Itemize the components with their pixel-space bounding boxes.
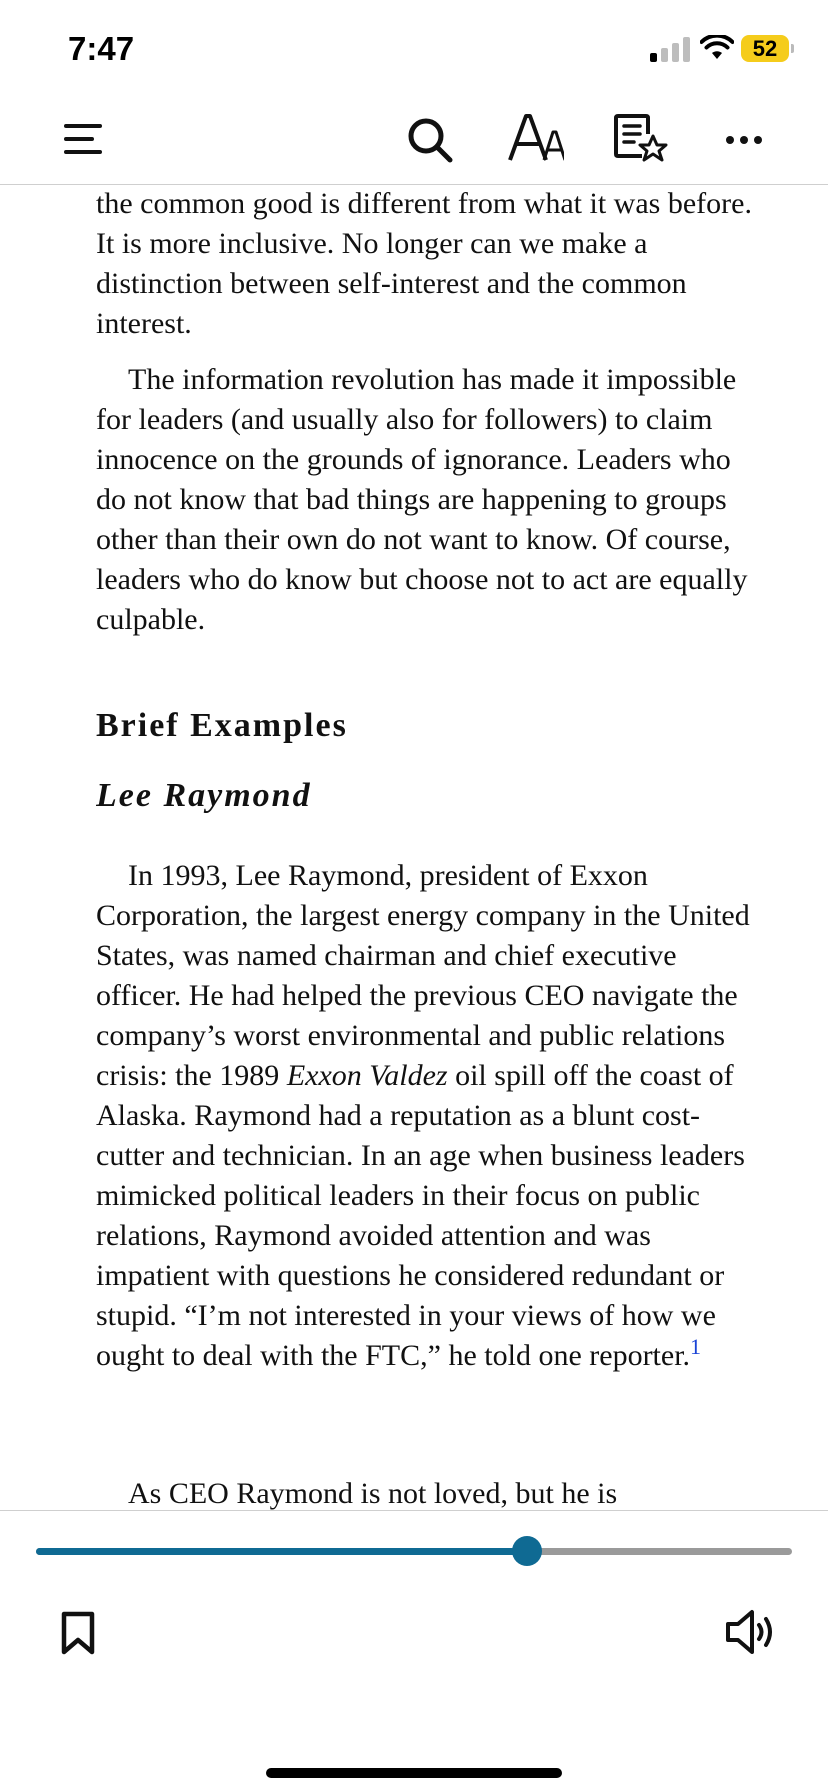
paragraph-continued: the common good is different from what it was before. It is more inclusive. No longer can we make a distinction between self-interest and the common interest. — [96, 187, 752, 340]
paragraph-text: oil spill off the coast of Alaska. Raymond had a reputation as a blunt cost-cutter and technician. In an age when business leaders mimicked political leaders in their focus on public relations, Raymond avoided attention and was impatient with questions he considered redundant or stupid. “I’m not interested in your views of how we ought to deal with the FTC,” he told one reporter. — [96, 1059, 745, 1372]
home-indicator[interactable] — [266, 1768, 562, 1778]
subsection-heading: Lee Raymond — [96, 777, 312, 814]
bookmark-icon[interactable] — [60, 1610, 96, 1656]
paragraph-text: In 1993, Lee Raymond, president of Exxon Corporation, the largest energy company in the United States, was named chairman and chief executive officer. He had helped the previous CEO navigate the company’s worst environmental and public relations crisis: the 1989 — [96, 859, 750, 1092]
divider — [0, 1510, 828, 1511]
speaker-icon[interactable] — [724, 1608, 776, 1656]
battery-indicator — [741, 35, 789, 62]
status-time: 7:47 — [68, 30, 135, 67]
search-icon[interactable] — [406, 116, 454, 164]
battery-cap — [791, 44, 794, 53]
section-heading: Brief Examples — [96, 707, 348, 744]
battery-level: 52 — [752, 36, 778, 61]
status-bar — [0, 0, 828, 100]
wifi-icon — [700, 35, 734, 61]
progress-fill — [36, 1548, 527, 1555]
paragraph: The information revolution has made it impossible for leaders (and usually also for followers) to claim innocence on the grounds of ignorance. Leaders who do not know that bad things are happening to groups other than their own do not want to know. Of course, leaders who do know but choose not to act are equally culpable. — [96, 363, 748, 636]
notes-icon[interactable] — [612, 112, 668, 168]
reader-toolbar — [0, 100, 828, 185]
reading-progress-slider[interactable] — [36, 1548, 792, 1555]
cellular-signal-icon — [650, 36, 692, 62]
paragraph — [96, 856, 756, 1376]
more-icon[interactable] — [724, 120, 764, 160]
paragraph: As CEO Raymond is not loved, but he is — [128, 1477, 618, 1510]
font-size-icon[interactable] — [508, 112, 564, 162]
menu-icon[interactable] — [64, 122, 102, 156]
book-content — [96, 184, 756, 1510]
italic-title: Exxon Valdez — [286, 1059, 448, 1092]
footnote-link[interactable]: 1 — [690, 1334, 702, 1359]
progress-thumb[interactable] — [512, 1536, 542, 1566]
